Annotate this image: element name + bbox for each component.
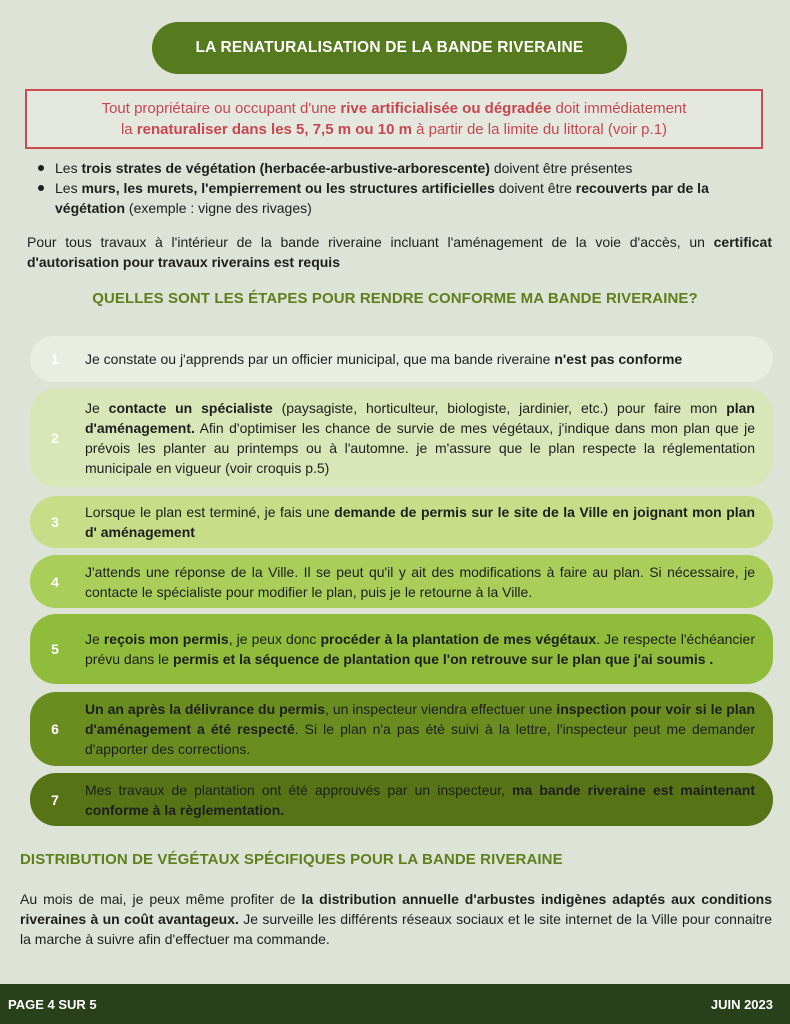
alert-line-2	[27, 119, 761, 140]
alert-text: Tout propriétaire ou occupant d'une	[101, 100, 341, 117]
text: Les	[55, 180, 82, 196]
page-title-banner	[152, 22, 627, 74]
alert-text: la	[120, 121, 137, 138]
emphasis: recouverts par de la végétation	[55, 180, 709, 216]
emphasis: reçois mon permis	[103, 631, 229, 647]
emphasis: n'est pas conforme	[554, 351, 683, 367]
text: Pour tous travaux à l'intérieur de la bande riveraine incluant l'aménagement de la voie d'accès, un	[27, 234, 714, 250]
text: Les	[55, 160, 82, 176]
text: Je surveille les différents réseaux sociaux et le site internet de la Ville pour connaitre la marche à suivre afin d'effectuer ma commande.	[20, 911, 772, 947]
step-1	[30, 336, 773, 382]
emphasis: contacte un spécialiste	[108, 399, 273, 416]
distribution-heading: DISTRIBUTION DE VÉGÉTAUX SPÉCIFIQUES POUR LA BANDE RIVERAINE	[20, 851, 563, 868]
step-text: J'attends une réponse de la Ville. Il se peut qu'il y ait des modifications à faire au plan. Si nécessaire, je contacte le spécialiste pour modifier le plan, puis je le retourne à la Ville.	[85, 563, 755, 600]
publication-date: JUIN 2023	[710, 996, 773, 1012]
emphasis: murs, les murets, l'empierrement ou les structures artificielles	[81, 180, 495, 196]
text: (paysagiste, horticulteur, biologiste, jardinier, etc.) pour faire mon	[272, 399, 727, 416]
list-item	[37, 158, 772, 178]
step-number: 6	[51, 721, 59, 737]
text: . Je respecte l'échéancier prévu dans le	[85, 631, 755, 667]
step-text	[80, 699, 773, 759]
alert-emphasis: renaturaliser dans les 5, 7,5 m ou 10 m	[136, 121, 412, 138]
step-number: 3	[51, 514, 59, 530]
page-number: PAGE 4 SUR 5	[8, 996, 97, 1012]
step-text	[80, 349, 773, 369]
text: . Si le plan n'a pas été suivi à la lettre, l'inspecteur peut me demander d'apporter des corrections.	[85, 721, 755, 757]
page-title: LA RENATURALISATION DE LA BANDE RIVERAINE	[195, 39, 584, 56]
emphasis: plan d'aménagement.	[85, 399, 755, 436]
step-text	[80, 398, 773, 478]
step-7	[30, 773, 773, 826]
text: , je peux donc	[228, 631, 321, 647]
step-number: 1	[51, 351, 59, 367]
step-number: 7	[51, 791, 59, 808]
text: Je	[85, 631, 104, 647]
step-6	[30, 692, 773, 766]
distribution-paragraph	[20, 889, 772, 949]
text: Au mois de mai, je peux même profiter de	[20, 891, 302, 907]
emphasis: certificat d'autorisation pour travaux riverains est requis	[27, 234, 772, 270]
emphasis: procéder à la plantation de mes végétaux	[320, 631, 597, 647]
text: (exemple : vigne des rivages)	[125, 200, 312, 216]
step-5	[30, 614, 773, 684]
step-2	[30, 388, 773, 487]
text: doivent être présentes	[489, 160, 633, 176]
emphasis: trois strates de végétation (herbacée-arbustive-arborescente)	[81, 160, 490, 176]
text: , un inspecteur viendra effectuer une	[325, 701, 557, 717]
emphasis: demande de permis sur le site de la Ville en joignant mon plan d' aménagement	[85, 504, 755, 540]
alert-text: doit immédiatement	[551, 100, 687, 117]
requirement-alert-box	[25, 89, 763, 149]
steps-heading: QUELLES SONT LES ÉTAPES POUR RENDRE CONFORME MA BANDE RIVERAINE?	[92, 290, 698, 307]
text: doivent être	[494, 180, 576, 196]
emphasis: ma bande riveraine est maintenant conforme à la règlementation.	[85, 781, 755, 818]
text: Je constate ou j'apprends par un officier municipal, que ma bande riveraine	[85, 351, 555, 367]
step-number: 4	[51, 573, 59, 590]
step-text	[80, 780, 773, 820]
emphasis: permis et la séquence de plantation que l'on retrouve sur le plan que j'ai soumis .	[172, 651, 714, 667]
step-text	[80, 629, 773, 669]
page-footer	[0, 984, 790, 1024]
text: Afin d'optimiser les chance de survie de mes végétaux, j'indique dans mon plan que je prévois les planter au printemps ou à l'automne. je m'assure que le plan respecte la réglementation municipale en vigueur (voir croquis p.5)	[85, 419, 755, 476]
list-item	[37, 178, 772, 218]
step-4	[30, 555, 773, 608]
emphasis: la distribution annuelle d'arbustes indigènes adaptés aux conditions riveraines à un coût avantageux.	[20, 891, 772, 927]
text: Mes travaux de plantation ont été approuvés par un inspecteur,	[85, 781, 513, 798]
alert-emphasis: rive artificialisée ou dégradée	[340, 100, 552, 117]
intro-paragraph	[27, 232, 772, 272]
step-number: 2	[51, 429, 59, 446]
text: Lorsque le plan est terminé, je fais une	[85, 504, 335, 520]
text: Je	[85, 399, 109, 416]
emphasis: inspection pour voir si le plan d'aménagement a été respecté	[85, 701, 755, 737]
requirements-list	[37, 158, 772, 218]
alert-line-1	[27, 98, 761, 119]
step-text	[80, 502, 773, 542]
step-number: 5	[51, 641, 59, 657]
step-3	[30, 496, 773, 548]
alert-text: à partir de la limite du littoral (voir p.1)	[411, 121, 668, 138]
emphasis: Un an après la délivrance du permis	[85, 701, 326, 717]
